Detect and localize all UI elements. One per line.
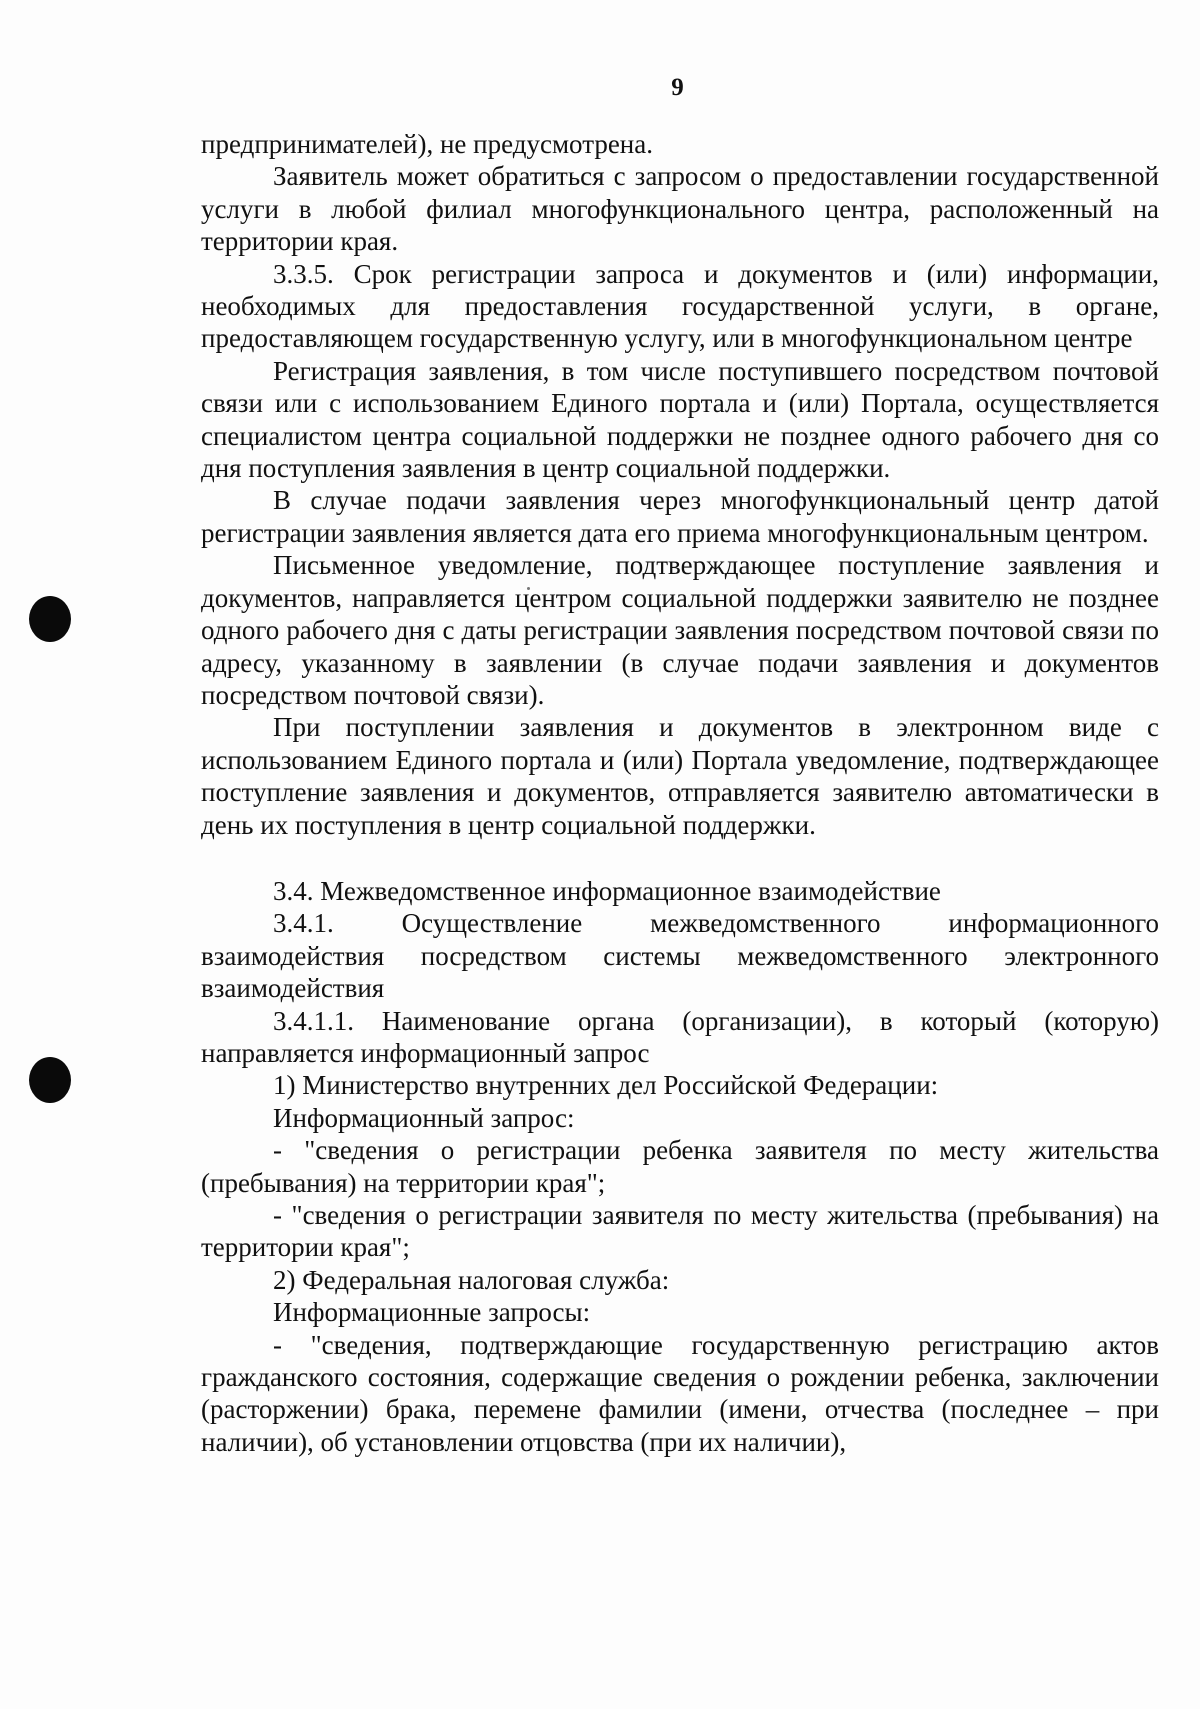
list-item-mvd: 1) Министерство внутренних дел Российской Федерации: (273, 1070, 939, 1101)
paragraph: В случае подачи заявления через многофункциональный центр датой регистрации заявления является дата его приема многофункциональным центром. (201, 485, 1159, 548)
paragraph: При поступлении заявления и документов в электронном виде с использованием Единого портала и (или) Портала уведомление, подтверждающее поступление заявления и документов, отправляется заявителю автоматически в день их поступления в центр социальной поддержки. (201, 712, 1159, 840)
list-subheading: Информационные запросы: (273, 1297, 591, 1328)
section-heading-3-4: 3.4. Межведомственное информационное взаимодействие (273, 875, 941, 906)
document-body (201, 128, 1159, 1458)
paragraph: Письменное уведомление, подтверждающее поступление заявления и документов, направляется центром социальной поддержки заявителю не позднее одного рабочего дня с даты регистрации заявления посредством почтовой связи по адресу, указанному в заявлении (в случае подачи заявления и документов посредством почтовой связи). (201, 550, 1159, 710)
paragraph: Заявитель может обратиться с запросом о предоставлении государственной услуги в любой филиал многофункционального центра, расположенный на территории края. (201, 161, 1159, 257)
list-entry: - "сведения о регистрации заявителя по месту жительства (пребывания) на территории края"; (201, 1200, 1159, 1263)
section-spacer (201, 841, 1159, 875)
paragraph-continuation: предпринимателей), не предусмотрена. (201, 129, 653, 159)
section-heading-3-4-1-1: 3.4.1.1. Наименование органа (организации), в который (которую) направляется информационный запрос (201, 1005, 1159, 1068)
list-item-fns: 2) Федеральная налоговая служба: (273, 1264, 670, 1295)
section-heading-3-4-1: 3.4.1. Осуществление межведомственного информационного взаимодействия посредством системы межведомственного электронного взаимодействия (201, 908, 1159, 1004)
list-subheading: Информационный запрос: (273, 1102, 575, 1133)
punch-hole-mark (29, 596, 71, 642)
list-entry: - "сведения, подтверждающие государственную регистрацию актов гражданского состояния, содержащие сведения о рождении ребенка, заключении (расторжении) брака, перемене фамилии (имени, отчества (последнее – при наличии), об установлении отцовства (при их наличии), (201, 1329, 1159, 1457)
page-number: 9 (671, 74, 684, 101)
punch-hole-mark (29, 1057, 71, 1103)
paragraph: Регистрация заявления, в том числе поступившего посредством почтовой связи или с использованием Единого портала и (или) Портала, осуществляется специалистом центра социальной поддержки не позднее одного рабочего дня со дня поступления заявления в центр социальной поддержки. (201, 355, 1159, 484)
list-entry: - "сведения о регистрации ребенка заявителя по месту жительства (пребывания) на территории края"; (201, 1135, 1159, 1198)
section-heading-3-3-5: 3.3.5. Срок регистрации запроса и документов и (или) информации, необходимых для предоставления государственной услуги, в органе, предоставляющем государственную услугу, или в многофункциональном центре (201, 258, 1159, 354)
